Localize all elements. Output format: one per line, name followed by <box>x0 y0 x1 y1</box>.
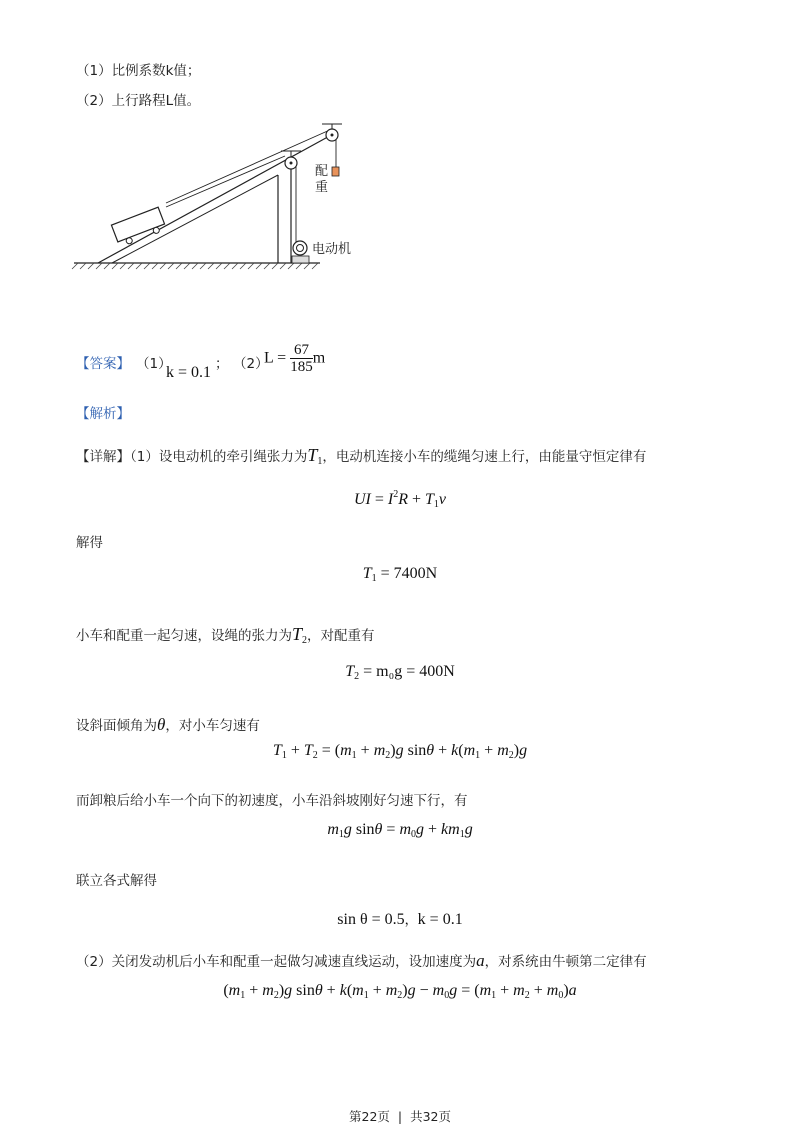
page-footer: 第22页 | 共32页 <box>349 1109 451 1124</box>
counterweight-label-1: 配 <box>315 164 329 179</box>
counterweight-text: 小车和配重一起匀速，设绳的张力为$T_2$，对配重有 <box>76 624 375 646</box>
answer-sep: ； <box>215 356 229 372</box>
unload-text: 而卸粮后给小车一个向下的初速度，小车沿斜坡刚好匀速下行，有 <box>76 793 468 809</box>
equation-results: sin θ = 0.5，k = 0.1 <box>337 911 463 928</box>
answer-k: k = 0.1 <box>166 364 212 381</box>
answer-part2: （2） <box>233 356 269 372</box>
question-1: （1）比例系数k值； <box>76 63 201 79</box>
equation-newton: $(m_1 + m_2)g$ $\sin\theta + k(m_1 + m_2)g - m_0g = (m_1 + m_2 + m_0)a$ <box>223 982 577 1001</box>
equation-uphill: $T_1 + T_2 = (m_1 + m_2)g$ $\sin\theta + k(m_1 + m_2)g$ <box>272 742 528 761</box>
equation-downhill: $m_1g$ $\sin\theta = m_0g + km_1g$ <box>327 821 473 840</box>
question-2: （2）上行路程L值。 <box>76 93 201 109</box>
part2-text: （2）关闭发动机后小车和配重一起做匀减速直线运动，设加速度为a，对系统由牛顿第二定律有 <box>76 951 647 970</box>
cart <box>111 207 166 247</box>
solve-label: 解得 <box>76 535 103 551</box>
motor-label: 电动机 <box>312 242 352 257</box>
combine-text: 联立各式解得 <box>76 873 157 889</box>
answer-L: L = $\frac{67}{185}$ m <box>264 342 326 375</box>
equation-energy: UI = $I^2R + T_1v$ <box>353 489 447 510</box>
equation-T2: $T_2 = m_0g = 400N$ <box>345 663 455 682</box>
counterweight <box>332 167 339 176</box>
answer-tag: 【答案】 <box>76 356 130 372</box>
detail-intro: 【详解】（1）设电动机的牵引绳张力为$T_1$，电动机连接小车的缆绳匀速上行，由能量守恒定律有 <box>76 445 647 467</box>
answer-part1: （1） <box>136 356 172 372</box>
angle-text: 设斜面倾角为θ，对小车匀速有 <box>76 715 260 734</box>
equation-T1: $T_1 = 7400N$ <box>362 565 438 584</box>
analysis-tag: 【解析】 <box>76 406 130 422</box>
counterweight-label-2: 重 <box>315 180 329 195</box>
